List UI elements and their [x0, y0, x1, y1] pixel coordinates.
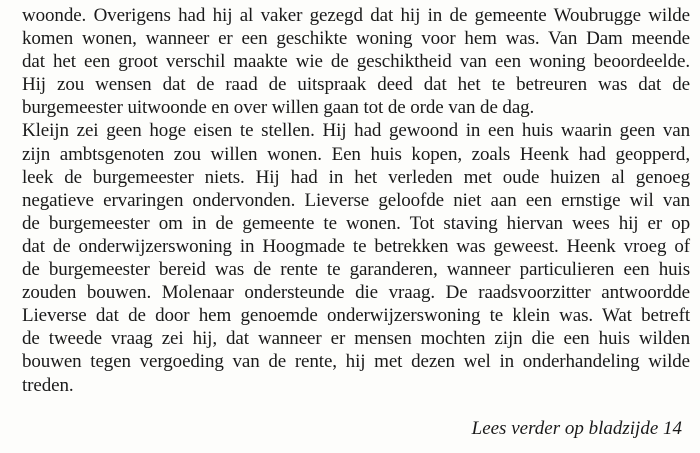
text-line: woonde. Overigens had hij al vaker gezegd dat hij in de gemeente Woubrugge wilde	[22, 5, 690, 26]
text-line: Kleijn zei geen hoge eisen te stellen. Hij had gewoond in een huis waarin geen van	[22, 120, 690, 142]
article-text	[22, 4, 690, 397]
text-line: treden.	[22, 374, 74, 396]
text-line: de burgemeester bereid was de rente te garanderen, wanneer particulieren een huis	[22, 259, 690, 281]
text-line: komen wonen, wanneer er een geschikte woning voor hem was. Van Dam meende	[22, 28, 690, 50]
text-line: zijn ambtsgenoten zou willen wonen. Een huis kopen, zoals Heenk had geopperd,	[22, 143, 690, 165]
text-line: dat het een groot verschil maakte wie de geschiktheid van een woning beoordeelde.	[22, 51, 690, 73]
text-line: burgemeester uitwoonde en over willen gaan tot de orde van de dag.	[22, 97, 535, 119]
continuation-note: Lees verder op bladzijde 14	[471, 418, 682, 439]
text-line: de tweede vraag zei hij, dat wanneer er mensen mochten zijn die een huis wilden	[22, 328, 690, 350]
text-line: Lieverse dat de door hem genoemde onderwijzerswoning te klein was. Wat betreft	[22, 305, 690, 327]
text-line: de burgemeester om in de gemeente te wonen. Tot staving hiervan wees hij er op	[22, 212, 690, 234]
text-line: dat de onderwijzerswoning in Hoogmade te betrekken was geweest. Heenk vroeg of	[22, 235, 690, 257]
text-line: bouwen tegen vergoeding van de rente, hij met dezen wel in onderhandeling wilde	[22, 351, 690, 373]
text-line: zouden bouwen. Molenaar ondersteunde die vraag. De raadsvoorzitter antwoordde	[22, 282, 690, 304]
text-line: Hij zou wensen dat de raad de uitspraak deed dat het te betreuren was dat de	[22, 74, 690, 96]
text-line: leek de burgemeester niets. Hij had in het verleden met oude huizen al genoeg	[22, 166, 690, 188]
text-line: negatieve ervaringen ondervonden. Lieverse geloofde niet aan een ernstige wil van	[22, 189, 690, 211]
